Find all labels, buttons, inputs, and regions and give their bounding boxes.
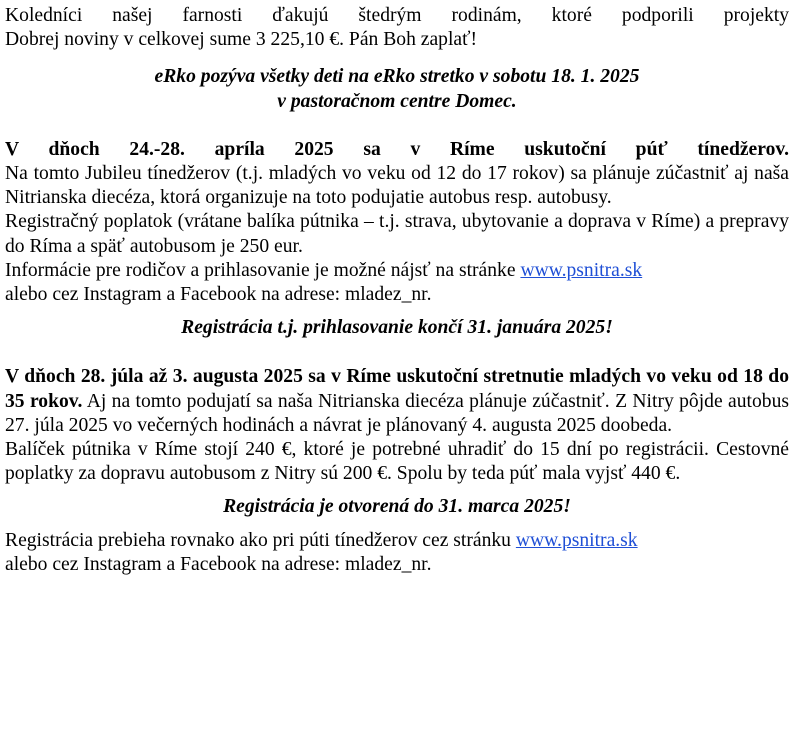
carolers-thanks-line-2: Dobrej noviny v celkovej sume 3 225,10 €. Pán Boh zaplať! [5,29,478,51]
teens-psnitra-link[interactable]: www.psnitra.sk [520,259,643,281]
teens-registration-deadline: Registrácia t.j. prihlasovanie končí 31. januára 2025! [181,317,613,339]
carolers-thanks-line-1: Koledníci našej farnosti ďakujú štedrým rodinám, ktoré podporili projekty [5,5,789,26]
erko-invitation-line-1: eRko pozýva všetky deti na eRko stretko v sobotu 18. 1. 2025 [154,66,640,88]
youth-meeting-info-social: alebo cez Instagram a Facebook na adrese: mladez_nr. [5,553,432,575]
erko-invitation-line-2: v pastoračnom centre Domec. [277,90,517,112]
youth-meeting-text-1: Aj na tomto podujatí sa naša Nitrianska diecéza plánuje zúčastniť. Z Nitry pôjde autobus 27. júla 2025 vo večerných hodinách a návrat je plánovaný 4. augusta 2025 doobeda. [5,390,789,436]
teens-pilgrimage-heading: V dňoch 24.-28. apríla 2025 sa v Ríme uskutoční púť tínedžerov. [5,138,789,160]
youth-registration-deadline: Registrácia je otvorená do 31. marca 2025! [223,496,571,518]
youth-meeting-section [5,365,789,577]
youth-meeting-info [5,529,789,577]
youth-meeting-paragraph [5,365,789,438]
teens-pilgrimage-info-social: alebo cez Instagram a Facebook na adrese: mladez_nr. [5,284,432,306]
teens-pilgrimage-info-text: Informácie pre rodičov a prihlasovanie je možné nájsť na stránke [5,259,521,281]
teens-pilgrimage-section [5,138,789,341]
teens-pilgrimage-text-2: Registračný poplatok (vrátane balíka pútnika – t.j. strava, ubytovanie a doprava v Ríme) a prepravy do Ríma a späť autobusom je 250 eur. [5,211,789,257]
youth-psnitra-link[interactable]: www.psnitra.sk [515,529,638,551]
youth-meeting-text-2: Balíček pútnika v Ríme stojí 240 €, ktoré je potrebné uhradiť do 15 dní po registrácii. Cestovné poplatky za dopravu autobusom z Nitry sú 200 €. Spolu by teda púť mala vyjsť 440 €. [5,439,789,485]
erko-invitation [5,65,789,113]
carolers-thanks-paragraph [5,4,789,52]
youth-meeting-heading: V dňoch 28. júla až 3. augusta 2025 sa v Ríme uskutoční stretnutie mladých vo veku od 18 do 35 rokov. [5,366,789,412]
teens-pilgrimage-info [5,259,789,307]
teens-pilgrimage-text-1: Na tomto Jubileu tínedžerov (t.j. mladých vo veku od 12 do 17 rokov) sa plánuje zúčastniť aj naša Nitrianska diecéza, ktorá organizuje na toto podujatie autobus resp. autobusy. [5,163,789,209]
youth-meeting-info-text: Registrácia prebieha rovnako ako pri púti tínedžerov cez stránku [5,529,516,551]
